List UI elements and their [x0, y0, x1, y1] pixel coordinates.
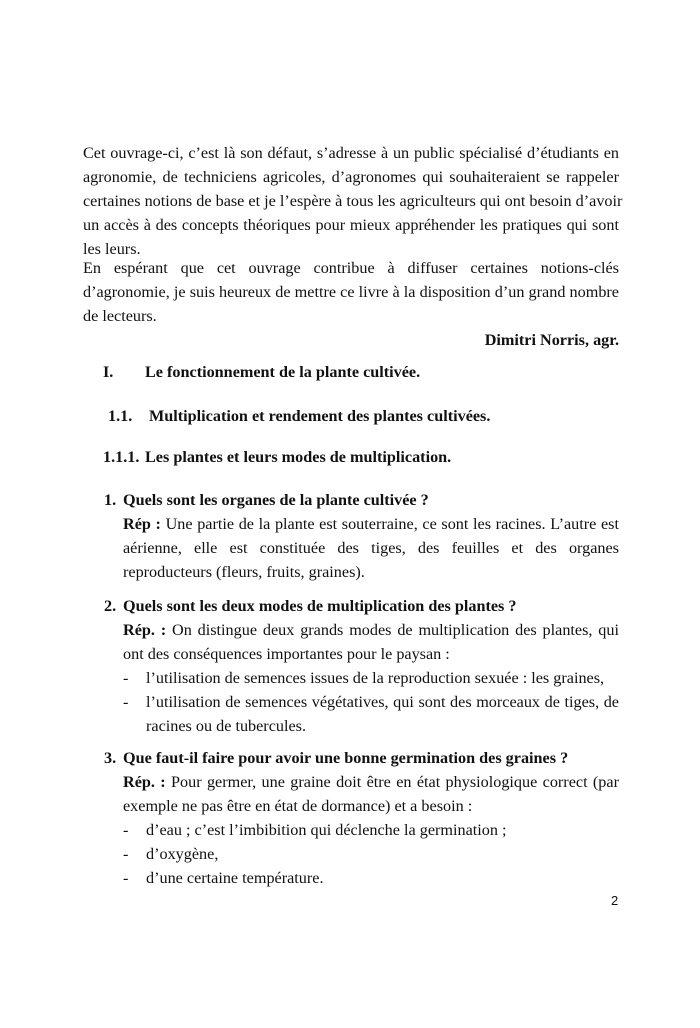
- question-number: 2.: [104, 597, 117, 615]
- text-line: de lecteurs.: [83, 307, 157, 325]
- text-line: En espérant que cet ouvrage contribue à diffuser certaines notions-clés: [83, 259, 619, 277]
- bullet-continuation: racines ou de tubercules.: [146, 717, 307, 735]
- author-signature: Dimitri Norris, agr.: [484, 331, 619, 349]
- text-line: reproducteurs (fleurs, fruits, graines).: [123, 563, 365, 581]
- question-title: [104, 746, 619, 770]
- heading-number: I.: [103, 363, 114, 381]
- text-line: les leurs.: [83, 240, 141, 258]
- bullet-item: - l’utilisation de semences issues de la reproduction sexuée : les graines,: [123, 666, 619, 690]
- answer-label: Rép. :: [123, 773, 166, 791]
- text-line: ont des conséquences importantes pour le paysan :: [123, 645, 450, 663]
- text-line: Cet ouvrage-ci, c’est là son défaut, s’adresse à un public spécialisé d’étudiants en: [83, 144, 619, 162]
- bullet-item: - d’oxygène,: [123, 842, 619, 866]
- dash-bullet-icon: -: [123, 869, 129, 887]
- intro-paragraph-1: [83, 141, 623, 261]
- heading-title: Le fonctionnement de la plante cultivée.: [145, 363, 421, 381]
- dash-bullet-icon: -: [123, 669, 129, 687]
- page-number: 2: [611, 893, 619, 908]
- text-line: certaines notions de base et je l’espère à tous les agriculteurs qui ont besoin d’avoir: [83, 192, 623, 210]
- answer: [123, 512, 619, 584]
- text-line: d’agronomie, je suis heureux de mettre ce livre à la disposition d’un grand nombre: [83, 283, 619, 301]
- question-text: Quels sont les organes de la plante cultivée ?: [123, 491, 429, 509]
- text-line: exemple ne pas être en état de dormance) et a besoin :: [123, 797, 473, 815]
- heading-title: Les plantes et leurs modes de multiplication.: [145, 448, 452, 466]
- heading-number: 1.1.: [108, 407, 133, 425]
- question-title: [104, 488, 619, 512]
- question-item-3: [104, 746, 619, 890]
- question-title: [104, 594, 619, 618]
- heading-level-3: [103, 445, 451, 469]
- question-number: 3.: [104, 749, 117, 767]
- dash-bullet-icon: -: [123, 845, 129, 863]
- answer: [123, 618, 619, 738]
- heading-number: 1.1.1.: [103, 448, 140, 466]
- text-line: aérienne, elle est constituée des tiges, des feuilles et des organes: [123, 539, 619, 557]
- bullet-item: - d’une certaine température.: [123, 866, 619, 890]
- answer-label: Rép. :: [123, 621, 167, 639]
- answer-label: Rép :: [123, 515, 161, 533]
- question-item-1: [104, 488, 619, 584]
- text-line: agronomie, de techniciens agricoles, d’agronomes qui souhaiteraient se rappeler: [83, 168, 619, 186]
- question-number: 1.: [104, 491, 117, 509]
- question-text: Que faut-il faire pour avoir une bonne germination des graines ?: [123, 749, 569, 767]
- dash-bullet-icon: -: [123, 821, 129, 839]
- heading-title: Multiplication et rendement des plantes cultivées.: [149, 407, 491, 425]
- bullet-item: - l’utilisation de semences végétatives, qui sont des morceaux de tiges, de: [123, 690, 619, 714]
- text-line: Rép. : On distingue deux grands modes de multiplication des plantes, qui: [123, 621, 619, 639]
- heading-level-2: [108, 404, 490, 428]
- question-text: Quels sont les deux modes de multiplication des plantes ?: [123, 597, 517, 615]
- dash-bullet-icon: -: [123, 693, 129, 711]
- text-line: Rép. : Pour germer, une graine doit être en état physiologique correct (par: [123, 773, 619, 791]
- text-line: Rép : Une partie de la plante est souterraine, ce sont les racines. L’autre est: [123, 515, 619, 533]
- text-line: un accès à des concepts théoriques pour mieux appréhender les pratiques qui sont: [83, 216, 619, 234]
- heading-level-1: [103, 360, 420, 384]
- intro-paragraph-2: [83, 256, 619, 328]
- answer: [123, 770, 619, 890]
- bullet-item: - d’eau ; c’est l’imbibition qui déclenche la germination ;: [123, 818, 619, 842]
- question-item-2: [104, 594, 619, 738]
